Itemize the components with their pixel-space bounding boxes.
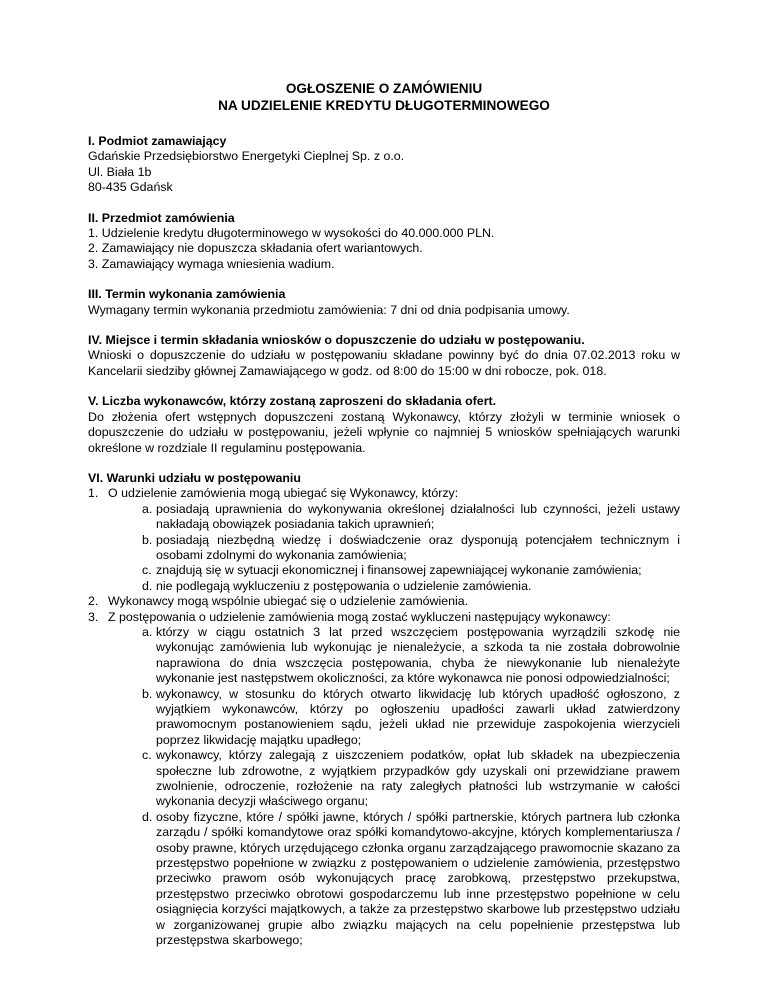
section-heading: VI. Warunki udziału w postępowaniu (88, 470, 301, 485)
sub-text: posiadają uprawnienia do wykonywania określonej działalności lub czynności, jeżeli ustawy nakładają obowiązek posiadania takich uprawnień; (156, 501, 680, 532)
subject-line: 1. Udzielenie kredytu długoterminowego w wysokości do 40.000.000 PLN. (88, 226, 495, 241)
section-heading: II. Przedmiot zamówienia (88, 210, 235, 225)
sub-letter: a. (142, 501, 153, 516)
list-number: 3. (88, 609, 99, 624)
sub-item (88, 502, 680, 533)
condition-item-3 (88, 610, 680, 625)
sub-item (88, 579, 680, 594)
sub-letter: d. (142, 578, 153, 593)
sub-text: wykonawcy, w stosunku do których otwarto likwidację lub których upadłość ogłoszono, z wyjątkiem wykonawców, którzy po ogłoszeniu upadłości zawarli układ zatwierdzony prawomocnym postanowieniem sądu, jeżeli układ nie przewiduje zaspokojenia wierzycieli poprzez likwidację majątku upadłego; (156, 686, 680, 747)
sub-text: posiadają niezbędną wiedzę i doświadczenie oraz dysponują potencjałem technicznym i osobami zdolnymi do wykonania zamówienia; (156, 532, 680, 562)
sub-letter: c. (142, 748, 152, 763)
sub-item (88, 748, 680, 810)
section-heading: IV. Miejsce i termin składania wniosków o dopuszczenie do udziału w postępowaniu. (88, 333, 585, 348)
sub-text: wykonawcy, którzy zalegają z uiszczeniem podatków, opłat lub składek na ubezpieczenia społeczne lub zdrowotne, z wyjątkiem przypadków gdy uzyskali oni przewidziane prawem zwolnienie, odroczenie, rozłożenie na raty zaległych płatności lub wstrzymanie w całości wykonania decyzji właściwego organu; (156, 748, 680, 809)
address-line: Ul. Biała 1b (88, 164, 152, 179)
condition-item-2 (88, 594, 680, 609)
address-line: 80-435 Gdańsk (88, 180, 173, 195)
sub-letter: a. (142, 624, 153, 639)
section-heading: III. Termin wykonania zamówienia (88, 287, 286, 302)
sub-item (88, 810, 680, 949)
section-deadline (88, 287, 680, 318)
sub-item (88, 563, 680, 578)
sub-letter: d. (142, 809, 153, 824)
title-line-1: OGŁOSZENIE O ZAMÓWIENIU (285, 81, 483, 96)
sub-letter: c. (142, 563, 152, 578)
list-text: O udzielenie zamówienia mogą ubiegać się Wykonawcy, którzy: (108, 486, 459, 501)
list-number: 2. (88, 594, 99, 609)
section-subject (88, 211, 680, 273)
subject-line: 2. Zamawiający nie dopuszcza składania ofert wariantowych. (88, 241, 423, 256)
sub-text: znajdują się w sytuacji ekonomicznej i finansowej zapewniającej wykonanie zamówienia; (156, 563, 642, 578)
section-contractor-count (88, 394, 680, 456)
document-title (88, 80, 680, 114)
sub-letter: b. (142, 686, 153, 701)
section-submission (88, 333, 680, 379)
sub-text: osoby fizyczne, które / spółki jawne, których / spółki partnerskie, których partnera lub członka zarządu / spółki komandytowe oraz spółki komandytowo-akcyjne, których komplementariusza / osoby prawne, których urzędującego członka organu zarządzającego prawomocnie skazano za przestępstwo popełnione w związku z postępowaniem o udzielenie zamówienia, przestępstwo przeciwko prawom osób wykonujących pracę zarobkową, przestępstwo przekupstwa, przestępstwo przeciwko obrotowi gospodarczemu lub inne przestępstwo popełnione w celu osiągnięcia korzyści majątkowych, a także za przestępstwo skarbowe lub przestępstwo udziału w zorganizowanej grupie albo związku mających na celu popełnienie przestępstwa lub przestępstwa skarbowego; (156, 809, 680, 948)
sub-letter: b. (142, 532, 153, 547)
list-text: Z postępowania o udzielenie zamówienia mogą zostać wykluczeni następujący wykonawcy: (108, 609, 611, 624)
sub-item (88, 625, 680, 687)
section-heading: V. Liczba wykonawców, którzy zostaną zaproszeni do składania ofert. (88, 394, 497, 409)
section-contracting-party (88, 134, 680, 196)
section-text: Wymagany termin wykonania przedmiotu zamówienia: 7 dni od dnia podpisania umowy. (88, 302, 570, 317)
title-line-2: NA UDZIELENIE KREDYTU DŁUGOTERMINOWEGO (218, 98, 550, 113)
subject-line: 3. Zamawiający wymaga wniesienia wadium. (88, 256, 335, 271)
condition-item-1 (88, 486, 680, 501)
section-text: Wnioski o dopuszczenie do udziału w postępowaniu składane powinny być do dnia 07.02.2013 roku w Kancelarii siedziby głównej Zamawiającego w godz. od 8:00 do 15:00 w dni robocze, pok. 018. (88, 348, 680, 378)
section-text: Do złożenia ofert wstępnych dopuszczeni zostaną Wykonawcy, którzy złożyli w terminie wniosek o dopuszczenie do udziału w postępowaniu, jeżeli wpłynie co najmniej 5 wniosków spełniających warunki określone w rozdziale II regulaminu postępowania. (88, 409, 680, 455)
address-line: Gdańskie Przedsiębiorstwo Energetyki Cieplnej Sp. z o.o. (88, 149, 405, 164)
sub-text: którzy w ciągu ostatnich 3 lat przed wszczęciem postępowania wyrządzili szkodę nie wykonując zamówienia lub wykonując je nienależycie, a szkoda ta nie została dobrowolnie naprawiona do dnia wszczęcia postępowania, chyba że niewykonanie lub nienależyte wykonanie jest następstwem okoliczności, za które wykonawca nie ponosi odpowiedzialności; (156, 624, 680, 686)
section-conditions (88, 471, 680, 949)
sub-item (88, 533, 680, 564)
sub-item (88, 687, 680, 749)
list-text: Wykonawcy mogą wspólnie ubiegać się o udzielenie zamówienia. (108, 594, 469, 609)
sub-text: nie podlegają wykluczeniu z postępowania o udzielenie zamówienia. (156, 578, 532, 593)
list-number: 1. (88, 486, 99, 501)
document-page (88, 80, 680, 964)
section-heading: I. Podmiot zamawiający (88, 134, 227, 148)
